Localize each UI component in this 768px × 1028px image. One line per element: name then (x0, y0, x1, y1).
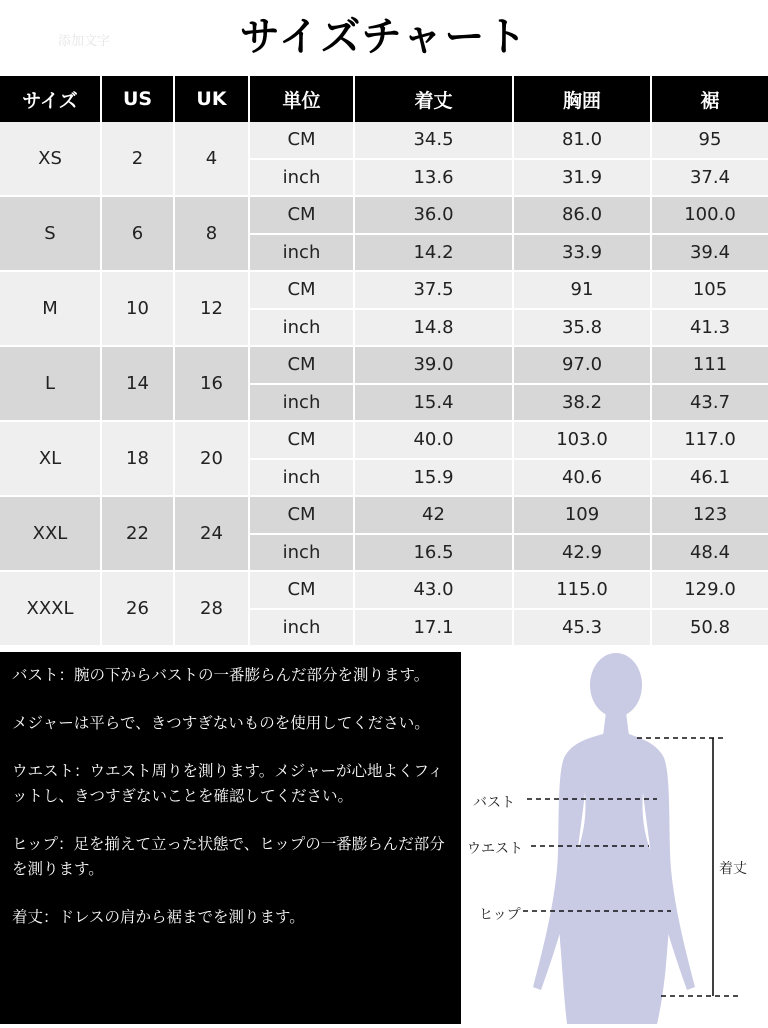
bust-cell: 109 (513, 496, 651, 534)
header-bust: 胸囲 (513, 76, 651, 122)
watermark-text: 添加文字 (58, 34, 111, 49)
bust-cell: 33.9 (513, 234, 651, 272)
us-cell: 6 (101, 196, 174, 271)
measurement-figure (461, 652, 768, 1024)
hem-cell: 37.4 (651, 159, 768, 197)
bust-cell: 45.3 (513, 609, 651, 647)
us-cell: 10 (101, 271, 174, 346)
bust-cell: 91 (513, 271, 651, 309)
length-cell: 13.6 (354, 159, 513, 197)
unit-cell: inch (249, 159, 354, 197)
table-header-row (0, 76, 768, 122)
hem-cell: 129.0 (651, 571, 768, 609)
unit-cell: CM (249, 346, 354, 384)
label-bust: バスト (473, 795, 515, 811)
label-waist: ウエスト (467, 841, 523, 857)
hem-cell: 39.4 (651, 234, 768, 272)
unit-cell: inch (249, 309, 354, 347)
unit-cell: inch (249, 534, 354, 572)
bust-cell: 31.9 (513, 159, 651, 197)
unit-cell: CM (249, 122, 354, 159)
length-cell: 14.2 (354, 234, 513, 272)
us-cell: 2 (101, 122, 174, 196)
header-length: 着丈 (354, 76, 513, 122)
bust-cell: 40.6 (513, 459, 651, 497)
bust-cell: 81.0 (513, 122, 651, 159)
length-cell: 34.5 (354, 122, 513, 159)
hem-cell: 111 (651, 346, 768, 384)
size-cell: M (0, 271, 101, 346)
bust-cell: 86.0 (513, 196, 651, 234)
us-cell: 26 (101, 571, 174, 646)
table-row (0, 346, 768, 384)
label-hip: ヒップ (479, 907, 521, 923)
length-cell: 15.4 (354, 384, 513, 422)
size-cell: XS (0, 122, 101, 196)
note-hip: ヒップ：足を揃えて立った状態で、ヒップの一番膨らんだ部分を測ります。 (12, 835, 445, 878)
size-cell: XXXL (0, 571, 101, 646)
bust-cell: 38.2 (513, 384, 651, 422)
note-waist: ウエスト：ウエスト周りを測ります。メジャーが心地よくフィットし、きつすぎないことを確認してください。 (12, 762, 444, 805)
length-cell: 36.0 (354, 196, 513, 234)
bust-cell: 97.0 (513, 346, 651, 384)
unit-cell: CM (249, 421, 354, 459)
header-hem: 裾 (651, 76, 768, 122)
unit-cell: inch (249, 234, 354, 272)
length-cell: 42 (354, 496, 513, 534)
table-row (0, 571, 768, 609)
size-cell: L (0, 346, 101, 421)
unit-cell: CM (249, 571, 354, 609)
size-chart-table (0, 76, 768, 647)
header-us: US (101, 76, 174, 122)
uk-cell: 24 (174, 496, 249, 571)
size-cell: XL (0, 421, 101, 496)
page-title: サイズチャート (239, 13, 529, 60)
length-cell: 39.0 (354, 346, 513, 384)
length-cell: 14.8 (354, 309, 513, 347)
hem-cell: 117.0 (651, 421, 768, 459)
length-cell: 15.9 (354, 459, 513, 497)
note-bust: バスト：腕の下からバストの一番膨らんだ部分を測ります。 (12, 666, 430, 684)
note-length: 着丈：ドレスの肩から裾までを測ります。 (12, 908, 305, 926)
bust-cell: 35.8 (513, 309, 651, 347)
us-cell: 14 (101, 346, 174, 421)
hem-cell: 48.4 (651, 534, 768, 572)
uk-cell: 4 (174, 122, 249, 196)
table-row (0, 122, 768, 159)
bust-cell: 42.9 (513, 534, 651, 572)
unit-cell: inch (249, 609, 354, 647)
note-tape: メジャーは平らで、きつすぎないものを使用してください。 (12, 714, 430, 732)
size-cell: S (0, 196, 101, 271)
us-cell: 18 (101, 421, 174, 496)
hem-cell: 43.7 (651, 384, 768, 422)
unit-cell: CM (249, 196, 354, 234)
unit-cell: CM (249, 271, 354, 309)
size-cell: XXL (0, 496, 101, 571)
table-row (0, 421, 768, 459)
hem-cell: 50.8 (651, 609, 768, 647)
header-size: サイズ (0, 76, 101, 122)
hem-cell: 95 (651, 122, 768, 159)
table-row (0, 271, 768, 309)
length-cell: 40.0 (354, 421, 513, 459)
unit-cell: CM (249, 496, 354, 534)
hem-cell: 46.1 (651, 459, 768, 497)
length-cell: 17.1 (354, 609, 513, 647)
header-uk: UK (174, 76, 249, 122)
label-length: 着丈 (719, 861, 747, 877)
hem-cell: 100.0 (651, 196, 768, 234)
length-cell: 16.5 (354, 534, 513, 572)
table-row (0, 196, 768, 234)
hem-cell: 123 (651, 496, 768, 534)
uk-cell: 12 (174, 271, 249, 346)
us-cell: 22 (101, 496, 174, 571)
length-cell: 43.0 (354, 571, 513, 609)
unit-cell: inch (249, 459, 354, 497)
hem-cell: 105 (651, 271, 768, 309)
table-row (0, 496, 768, 534)
uk-cell: 20 (174, 421, 249, 496)
uk-cell: 8 (174, 196, 249, 271)
uk-cell: 16 (174, 346, 249, 421)
unit-cell: inch (249, 384, 354, 422)
header-unit: 単位 (249, 76, 354, 122)
length-cell: 37.5 (354, 271, 513, 309)
bust-cell: 115.0 (513, 571, 651, 609)
hem-cell: 41.3 (651, 309, 768, 347)
uk-cell: 28 (174, 571, 249, 646)
measurement-notes (0, 652, 461, 1024)
bust-cell: 103.0 (513, 421, 651, 459)
